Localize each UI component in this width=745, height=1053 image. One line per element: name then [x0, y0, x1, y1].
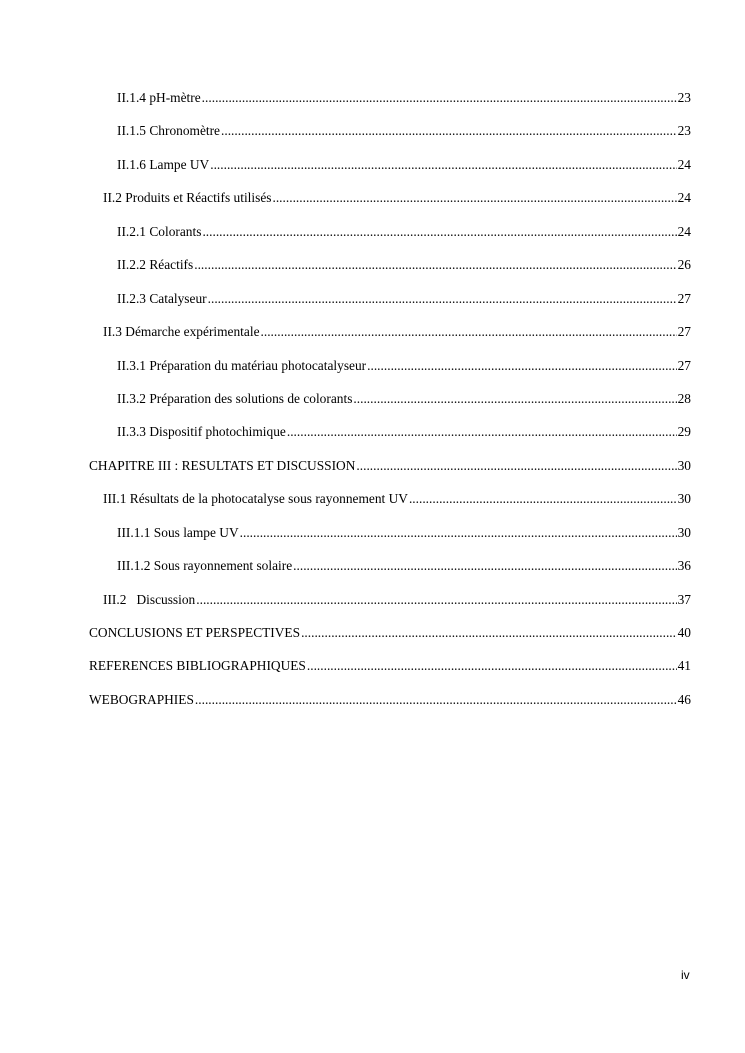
toc-entry[interactable] [89, 520, 691, 553]
toc-entry-label: II.3.3 Dispositif photochimique [117, 424, 286, 440]
page-number: iv [681, 968, 690, 982]
toc-leader-dots [196, 587, 676, 613]
toc-leader-dots [409, 486, 677, 512]
toc-entry[interactable] [89, 118, 691, 151]
toc-entry-label: II.2.1 Colorants [117, 223, 202, 239]
toc-entry-page: 24 [677, 156, 691, 172]
toc-entry-label: III.1 Résultats de la photocatalyse sous rayonnement UV [103, 491, 408, 507]
toc-entry-label: II.1.5 Chronomètre [117, 123, 221, 139]
toc-leader-dots [293, 553, 676, 579]
toc-leader-dots [202, 85, 677, 111]
toc-entry-label: II.3.1 Préparation du matériau photocatalyseur [117, 357, 367, 373]
table-of-contents [89, 85, 691, 720]
toc-entry-page: 27 [677, 357, 691, 373]
toc-entry-page: 40 [677, 625, 691, 640]
toc-leader-dots [210, 152, 676, 178]
toc-entry-page: 41 [677, 658, 691, 674]
toc-entry-page: 23 [677, 90, 691, 105]
toc-entry-label: CHAPITRE III : RESULTATS ET DISCUSSION [89, 457, 356, 473]
toc-entry-page: 46 [677, 691, 691, 707]
toc-entry[interactable] [89, 85, 691, 118]
toc-entry[interactable] [89, 353, 691, 386]
toc-leader-dots [194, 252, 676, 278]
toc-entry-label: II.3 Démarche expérimentale [103, 324, 260, 340]
toc-entry-page: 24 [677, 190, 691, 206]
toc-entry[interactable] [89, 486, 691, 519]
toc-entry-label: II.3.2 Préparation des solutions de colorants [117, 390, 353, 406]
toc-entry-page: 24 [677, 223, 691, 239]
toc-entry-label: WEBOGRAPHIES [89, 691, 194, 707]
toc-entry-label: II.2 Produits et Réactifs utilisés [103, 190, 272, 206]
toc-entry-page: 30 [677, 457, 691, 473]
toc-entry-page: 30 [677, 491, 691, 507]
toc-entry[interactable] [89, 419, 691, 452]
toc-entry-label: II.2.2 Réactifs [117, 257, 194, 273]
toc-leader-dots [240, 520, 677, 546]
toc-entry[interactable] [89, 386, 691, 419]
toc-leader-dots [195, 687, 677, 713]
toc-leader-dots [367, 353, 676, 379]
toc-leader-dots [287, 419, 677, 445]
toc-entry-label: II.1.4 pH-mètre [117, 90, 201, 105]
toc-entry[interactable] [89, 286, 691, 319]
toc-leader-dots [353, 386, 676, 412]
toc-entry[interactable] [89, 453, 691, 486]
toc-entry-page: 27 [677, 324, 691, 340]
toc-entry[interactable] [89, 219, 691, 252]
toc-entry[interactable] [89, 152, 691, 185]
toc-entry-label: REFERENCES BIBLIOGRAPHIQUES [89, 658, 306, 674]
toc-leader-dots [221, 118, 677, 144]
toc-entry-label: III.2 Discussion [103, 591, 196, 607]
toc-entry[interactable] [89, 553, 691, 586]
toc-entry-page: 30 [677, 524, 691, 540]
toc-leader-dots [301, 620, 677, 646]
toc-entry[interactable] [89, 687, 691, 720]
toc-leader-dots [307, 653, 677, 679]
toc-entry-page: 29 [677, 424, 691, 440]
toc-leader-dots [272, 185, 676, 211]
toc-entry[interactable] [89, 653, 691, 686]
toc-entry-label: II.1.6 Lampe UV [117, 156, 210, 172]
toc-entry[interactable] [89, 252, 691, 285]
toc-entry-page: 37 [677, 591, 691, 607]
toc-entry-page: 26 [677, 257, 691, 273]
toc-leader-dots [202, 219, 676, 245]
toc-entry-page: 23 [677, 123, 691, 139]
toc-entry-page: 28 [677, 390, 691, 406]
toc-leader-dots [356, 453, 676, 479]
toc-entry[interactable] [89, 319, 691, 352]
toc-leader-dots [208, 286, 677, 312]
toc-entry-label: II.2.3 Catalyseur [117, 290, 207, 306]
toc-entry[interactable] [89, 185, 691, 218]
toc-entry[interactable] [89, 587, 691, 620]
toc-leader-dots [261, 319, 677, 345]
toc-entry-page: 27 [677, 290, 691, 306]
toc-entry-label: III.1.1 Sous lampe UV [117, 524, 239, 540]
toc-entry-page: 36 [677, 558, 691, 574]
toc-entry[interactable] [89, 620, 691, 653]
toc-entry-label: CONCLUSIONS ET PERSPECTIVES [89, 625, 301, 640]
toc-entry-label: III.1.2 Sous rayonnement solaire [117, 558, 293, 574]
